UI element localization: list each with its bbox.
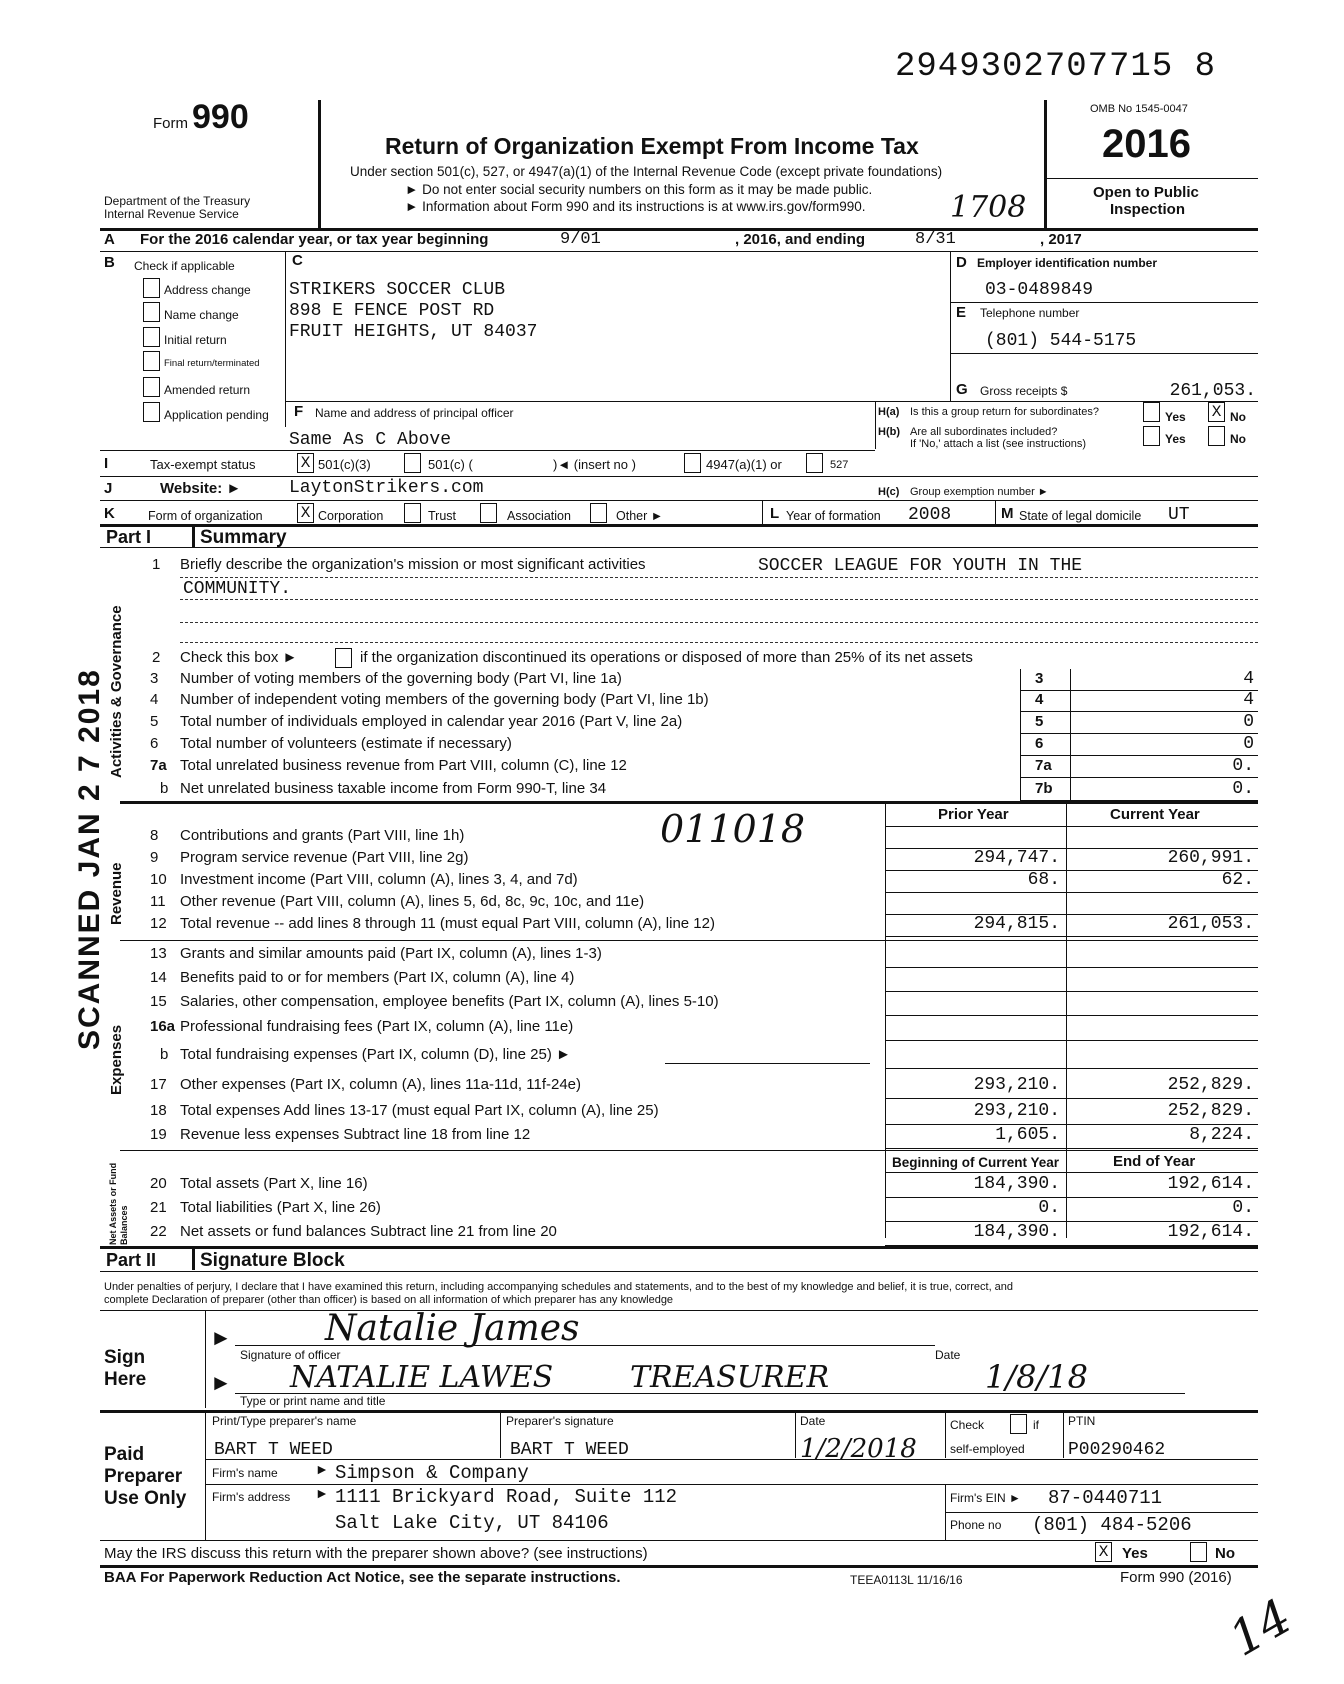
net-line-text: Total assets (Part X, line 16)	[180, 1175, 368, 1192]
revenue-line-text: Program service revenue (Part VIII, line 2g)	[180, 849, 469, 866]
hb-yes-label: Yes	[1165, 432, 1186, 446]
preparer-label: Preparer	[104, 1466, 183, 1487]
handwritten-stamp: 1708	[950, 190, 1027, 225]
revenue-current-year: 260,991.	[1167, 848, 1254, 868]
501c3-label: 501(c)(3)	[318, 457, 371, 472]
501c-label: 501(c) (	[428, 457, 473, 472]
discuss-no-label: No	[1215, 1545, 1235, 1562]
revenue-line-num: 8	[150, 827, 159, 844]
current-year-header: Current Year	[1110, 806, 1200, 823]
check-label: Check	[950, 1418, 985, 1432]
expense-line-num: 19	[150, 1126, 167, 1143]
sign-date-label: Date	[935, 1348, 961, 1362]
officer-signature[interactable]: Natalie James	[325, 1308, 580, 1349]
amended-return-checkbox[interactable]	[143, 377, 160, 397]
expense-line-num: 16a	[150, 1018, 176, 1035]
line-a-mid: , 2016, and ending	[735, 231, 866, 248]
year-formation-value: 2008	[908, 505, 952, 525]
gov-line-box: 5	[1035, 713, 1044, 730]
telephone-label: Telephone number	[980, 306, 1080, 320]
preparer-name-label: Print/Type preparer's name	[212, 1414, 357, 1428]
sign-arrow-2: ►	[210, 1370, 232, 1395]
revenue-line-num: 9	[150, 849, 159, 866]
line-l-letter: L	[770, 505, 780, 522]
org-address-line1: 898 E FENCE POST RD	[289, 301, 495, 321]
gov-line-text: Net unrelated business taxable income from Form 990-T, line 34	[180, 780, 607, 797]
501c3-checkbox[interactable]: X	[297, 453, 314, 473]
line-k-letter: K	[104, 505, 115, 522]
corporation-label: Corporation	[318, 509, 384, 523]
expense-line-num: b	[160, 1046, 169, 1063]
net-end-year: 192,614.	[1167, 1222, 1254, 1242]
gov-line-num: 5	[150, 713, 159, 730]
expense-line-num: 17	[150, 1076, 167, 1093]
footer-code: TEEA0113L 11/16/16	[850, 1573, 963, 1587]
corporation-checkbox[interactable]: X	[297, 503, 314, 523]
gov-line-box: 4	[1035, 691, 1044, 708]
subtitle-code-section: Under section 501(c), 527, or 4947(a)(1) of the Internal Revenue Code (except private foundations)	[350, 164, 943, 179]
line2-num: 2	[152, 649, 161, 666]
line-f-letter: F	[294, 403, 304, 420]
name-title-label: Type or print name and title	[240, 1394, 386, 1408]
revenue-line-text: Investment income (Part VIII, column (A), lines 3, 4, and 7d)	[180, 871, 578, 888]
ptin-value: P00290462	[1068, 1440, 1166, 1460]
527-checkbox[interactable]	[806, 453, 823, 473]
expense-line-num: 13	[150, 945, 167, 962]
4947-checkbox[interactable]	[684, 453, 701, 473]
revenue-line-text: Other revenue (Part VIII, column (A), lines 5, 6d, 8c, 9c, 10c, and 11e)	[180, 893, 645, 910]
line-ha-label: H(a)	[878, 406, 900, 418]
hb-no-label: No	[1230, 432, 1246, 446]
gov-line-value: 4	[1243, 669, 1254, 689]
line2-text2: if the organization discontinued its operations or disposed of more than 25% of its net assets	[360, 649, 973, 666]
state-domicile-value: UT	[1168, 505, 1190, 525]
website-value: LaytonStrikers.com	[289, 478, 484, 498]
trust-checkbox[interactable]	[404, 503, 421, 523]
application-pending-label: Application pending	[164, 408, 269, 422]
org-address-line2: FRUIT HEIGHTS, UT 84037	[289, 322, 538, 342]
initial-return-checkbox[interactable]	[143, 327, 160, 347]
discuss-yes-label: Yes	[1122, 1545, 1148, 1562]
net-line-num: 20	[150, 1175, 167, 1192]
expense-line-num: 18	[150, 1102, 167, 1119]
omb-number: OMB No 1545-0047	[1090, 103, 1188, 115]
firm-address-arrow: ►	[315, 1485, 329, 1501]
line-g-letter: G	[956, 381, 968, 398]
expense-prior-year: 293,210.	[973, 1075, 1060, 1095]
group-exemption-label: Group exemption number ►	[910, 486, 1049, 498]
state-domicile-label: State of legal domicile	[1019, 509, 1142, 523]
expense-line-num: 15	[150, 993, 167, 1010]
line1-num: 1	[152, 556, 161, 573]
line-hb-label: H(b)	[878, 426, 900, 438]
form-number: 990	[192, 98, 249, 136]
net-end-year: 192,614.	[1167, 1174, 1254, 1194]
expense-prior-year: 293,210.	[973, 1101, 1060, 1121]
initial-return-label: Initial return	[164, 333, 227, 347]
gov-line-text: Number of independent voting members of the governing body (Part VI, line 1b)	[180, 691, 709, 708]
firm-address-line2: Salt Lake City, UT 84106	[335, 1512, 609, 1534]
line-hb-text: Are all subordinates included?	[910, 426, 1058, 438]
527-label: 527	[830, 459, 849, 471]
tax-year-end: 8/31	[915, 230, 956, 249]
self-employed-label: self-employed	[950, 1442, 1025, 1456]
hb-no-checkbox[interactable]	[1208, 426, 1225, 446]
preparer-signature-label: Preparer's signature	[506, 1414, 614, 1428]
sign-arrow-1: ►	[210, 1325, 232, 1350]
page-mark: 14	[1220, 1588, 1301, 1668]
line-a-letter: A	[104, 231, 115, 248]
ptin-label: PTIN	[1068, 1414, 1096, 1428]
expense-prior-year: 1,605.	[995, 1125, 1060, 1145]
4947-label: 4947(a)(1) or	[706, 457, 782, 472]
other-label: Other ►	[616, 509, 664, 523]
subtitle-info-url: ► Information about Form 990 and its instructions is at www.irs.gov/form990.	[405, 199, 866, 214]
expense-current-year: 252,829.	[1167, 1101, 1254, 1121]
gov-line-box: 6	[1035, 735, 1044, 752]
501c-insert-label: )◄ (insert no )	[553, 457, 636, 472]
ha-yes-checkbox[interactable]	[1143, 402, 1160, 422]
paid-label: Paid	[104, 1444, 145, 1465]
expense-line-text: Professional fundraising fees (Part IX, column (A), line 11e)	[180, 1018, 574, 1035]
section-net-assets: Net Assets or Fund Balances	[108, 1162, 129, 1245]
ha-no-label: No	[1230, 410, 1246, 424]
revenue-prior-year: 294,815.	[973, 914, 1060, 934]
expense-line-text: Revenue less expenses Subtract line 18 from line 12	[180, 1126, 531, 1143]
revenue-line-num: 10	[150, 871, 167, 888]
name-change-label: Name change	[164, 308, 239, 322]
tax-year: 2016	[1102, 122, 1191, 166]
line-e-letter: E	[956, 304, 967, 321]
501c-checkbox[interactable]	[404, 453, 421, 473]
discuss-no-checkbox[interactable]	[1190, 1542, 1207, 1562]
expense-current-year: 252,829.	[1167, 1075, 1254, 1095]
gov-line-num: 7a	[150, 757, 167, 774]
firm-phone-value: (801) 484-5206	[1032, 1514, 1192, 1536]
firm-ein-label: Firm's EIN ►	[950, 1491, 1021, 1505]
application-pending-checkbox[interactable]	[143, 402, 160, 422]
subtitle-ssn-warning: ► Do not enter social security numbers on this form as it may be made public.	[405, 182, 873, 197]
prior-year-header: Prior Year	[938, 806, 1009, 823]
gov-line-value: 0	[1243, 734, 1254, 754]
revenue-line-text: Contributions and grants (Part VIII, line 1h)	[180, 827, 465, 844]
officer-printed-name: NATALIE LAWES	[290, 1360, 554, 1395]
discuss-text: May the IRS discuss this return with the preparer shown above? (see instructions)	[104, 1545, 648, 1562]
net-line-text: Total liabilities (Part X, line 26)	[180, 1199, 381, 1216]
revenue-prior-year: 294,747.	[973, 848, 1060, 868]
other-checkbox[interactable]	[590, 503, 607, 523]
line-d-letter: D	[956, 254, 967, 271]
revenue-prior-year: 68.	[1027, 870, 1060, 890]
gov-line-box: 3	[1035, 670, 1044, 687]
inspection: Inspection	[1110, 201, 1186, 218]
firm-phone-label: Phone no	[950, 1518, 1002, 1532]
hb-yes-checkbox[interactable]	[1143, 426, 1160, 446]
expense-line-num: 14	[150, 969, 167, 986]
check-if-label: if	[1033, 1418, 1039, 1432]
expense-line-text: Other expenses (Part IX, column (A), lines 11a-11d, 11f-24e)	[180, 1076, 582, 1093]
final-return-label: Final return/terminated	[164, 358, 260, 369]
gov-line-text: Total number of volunteers (estimate if necessary)	[180, 735, 512, 752]
section-revenue: Revenue	[108, 862, 125, 925]
line-b-label: Check if applicable	[134, 259, 235, 273]
expense-line-text: Total fundraising expenses (Part IX, column (D), line 25) ►	[180, 1046, 571, 1063]
discuss-yes-checkbox[interactable]: X	[1095, 1542, 1112, 1562]
final-return-checkbox[interactable]	[143, 351, 160, 371]
line-m-letter: M	[1001, 505, 1014, 522]
net-end-year: 0.	[1232, 1198, 1254, 1218]
gov-line-box: 7a	[1035, 757, 1052, 774]
preparer-signature[interactable]: BART T WEED	[510, 1440, 629, 1460]
firm-name: Simpson & Company	[335, 1462, 529, 1484]
section-expenses: Expenses	[108, 1024, 125, 1095]
principal-officer-value: Same As C Above	[289, 430, 452, 450]
revenue-line-num: 11	[150, 893, 166, 910]
sign-date: 1/8/18	[985, 1358, 1088, 1396]
form-label: Form	[153, 115, 188, 132]
use-only-label: Use Only	[104, 1488, 187, 1509]
form-of-org-label: Form of organization	[148, 509, 263, 523]
revenue-current-year: 62.	[1221, 870, 1254, 890]
footer-baa: BAA For Paperwork Reduction Act Notice, see the separate instructions.	[104, 1569, 621, 1586]
expense-current-year: 8,224.	[1189, 1125, 1254, 1145]
gov-line-box: 7b	[1035, 780, 1053, 797]
document-locator-number: 2949302707715 8	[895, 48, 1217, 86]
gov-line-value: 0	[1243, 712, 1254, 732]
line-c-letter: C	[292, 252, 303, 269]
revenue-line-num: 12	[150, 915, 167, 932]
firm-ein-value: 87-0440711	[1048, 1487, 1163, 1509]
dept-treasury: Department of the Treasury	[104, 194, 251, 208]
gov-line-value: 0.	[1232, 779, 1254, 799]
part1-label: Part I	[106, 527, 152, 547]
firm-name-arrow: ►	[315, 1461, 329, 1477]
expense-line-text: Total expenses Add lines 13-17 (must equal Part IX, column (A), line 25)	[180, 1102, 659, 1119]
revenue-current-year: 261,053.	[1167, 914, 1254, 934]
form-title: Return of Organization Exempt From Income Tax	[385, 133, 919, 159]
mission-line1: SOCCER LEAGUE FOR YOUTH IN THE	[758, 556, 1083, 576]
gov-line-num: 6	[150, 735, 159, 752]
gross-receipts-value: 261,053.	[1169, 381, 1256, 401]
firm-address-label: Firm's address	[212, 1490, 291, 1504]
line-b-letter: B	[104, 254, 115, 271]
line-hb-note: If 'No,' attach a list (see instructions)	[910, 438, 1086, 450]
line-i-letter: I	[104, 455, 109, 472]
amended-return-label: Amended return	[164, 383, 251, 397]
open-public: Open to Public	[1093, 184, 1199, 201]
address-change-checkbox[interactable]	[143, 278, 160, 298]
signature-label: Signature of officer	[240, 1348, 341, 1362]
line-hc-label: H(c)	[878, 486, 900, 498]
begin-year-header: Beginning of Current Year	[892, 1155, 1060, 1170]
line1-text: Briefly describe the organization's mission or most significant activities	[180, 556, 646, 573]
scanned-stamp: SCANNED JAN 2 7 2018	[73, 668, 106, 1050]
part2-title: Signature Block	[200, 1250, 345, 1271]
tax-year-begin: 9/01	[560, 230, 601, 249]
gov-line-text: Number of voting members of the governing body (Part VI, line 1a)	[180, 670, 622, 687]
line-a-tail: , 2017	[1040, 231, 1082, 248]
net-line-num: 21	[150, 1199, 167, 1216]
net-begin-year: 0.	[1038, 1198, 1060, 1218]
net-line-text: Net assets or fund balances Subtract line 21 from line 20	[180, 1223, 557, 1240]
discontinued-checkbox[interactable]	[335, 648, 352, 668]
preparer-name: BART T WEED	[214, 1440, 333, 1460]
section-activities-governance: Activities & Governance	[108, 605, 125, 778]
year-formation-label: Year of formation	[786, 509, 881, 523]
footer-form: Form 990 (2016)	[1120, 1569, 1232, 1586]
association-checkbox[interactable]	[480, 503, 497, 523]
gov-line-text: Total unrelated business revenue from Part VIII, column (C), line 12	[180, 757, 627, 774]
line-a-text: For the 2016 calendar year, or tax year beginning	[140, 231, 489, 248]
penalty-text-1: Under penalties of perjury, I declare that I have examined this return, including accompanying schedules and statements, and to the best of my knowledge and belief, it is true, correct, and	[104, 1281, 1014, 1293]
line2-text: Check this box ►	[180, 649, 298, 666]
preparer-date: 1/2/2018	[800, 1434, 917, 1464]
preparer-date-label: Date	[800, 1414, 826, 1428]
irs-label: Internal Revenue Service	[104, 207, 239, 221]
net-line-num: 22	[150, 1223, 167, 1240]
mission-line2: COMMUNITY.	[183, 579, 292, 599]
handwritten-code: 011018	[660, 807, 806, 851]
penalty-text-2: complete Declaration of preparer (other than officer) is based on all information of which preparer has any knowledge	[104, 1294, 674, 1306]
gov-line-num: 4	[150, 691, 159, 708]
line-ha-text: Is this a group return for subordinates?	[910, 406, 1099, 418]
net-begin-year: 184,390.	[973, 1222, 1060, 1242]
expense-line-text: Grants and similar amounts paid (Part IX, column (A), lines 1-3)	[180, 945, 602, 962]
gov-line-num: b	[160, 780, 169, 797]
association-label: Association	[507, 509, 571, 523]
expense-line-text: Benefits paid to or for members (Part IX, column (A), line 4)	[180, 969, 575, 986]
principal-officer-label: Name and address of principal officer	[315, 406, 514, 420]
gov-line-value: 4	[1243, 690, 1254, 710]
ein-label: Employer identification number	[977, 256, 1158, 270]
trust-label: Trust	[428, 509, 457, 523]
part2-label: Part II	[106, 1250, 157, 1270]
ha-yes-label: Yes	[1165, 410, 1186, 424]
address-change-label: Address change	[164, 283, 251, 297]
end-year-header: End of Year	[1113, 1153, 1196, 1170]
gov-line-num: 3	[150, 670, 159, 687]
gross-receipts-label: Gross receipts $	[980, 384, 1068, 398]
ha-no-checkbox[interactable]: X	[1208, 402, 1225, 422]
gov-line-text: Total number of individuals employed in calendar year 2016 (Part V, line 2a)	[180, 713, 683, 730]
officer-title: TREASURER	[630, 1360, 830, 1395]
website-label: Website: ►	[160, 480, 242, 497]
self-employed-checkbox[interactable]	[1010, 1414, 1027, 1434]
org-name: STRIKERS SOCCER CLUB	[289, 280, 506, 300]
line-j-letter: J	[104, 480, 113, 497]
revenue-line-text: Total revenue -- add lines 8 through 11 (must equal Part VIII, column (A), line 12)	[180, 915, 715, 932]
expense-line-text: Salaries, other compensation, employee benefits (Part IX, column (A), lines 5-10)	[180, 993, 719, 1010]
ein-value: 03-0489849	[985, 280, 1094, 300]
firm-name-label: Firm's name	[212, 1466, 278, 1480]
part1-title: Summary	[200, 527, 287, 548]
tax-exempt-label: Tax-exempt status	[150, 457, 256, 472]
sign-label: Sign	[104, 1347, 146, 1368]
gov-line-value: 0.	[1232, 756, 1254, 776]
firm-address-line1: 1111 Brickyard Road, Suite 112	[335, 1486, 678, 1508]
here-label: Here	[104, 1369, 147, 1390]
name-change-checkbox[interactable]	[143, 302, 160, 322]
net-begin-year: 184,390.	[973, 1174, 1060, 1194]
telephone-value: (801) 544-5175	[985, 331, 1137, 351]
